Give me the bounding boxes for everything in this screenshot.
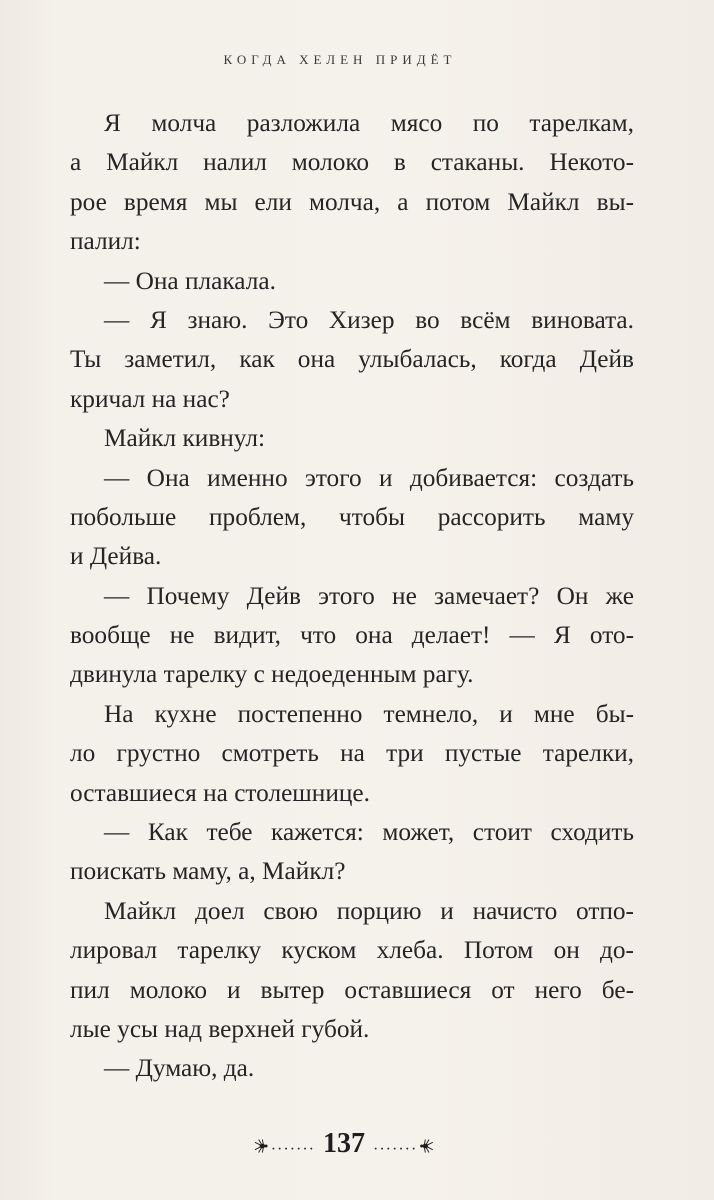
text-line: кричал на нас? [70, 384, 230, 413]
text-line: и Дейва. [70, 542, 162, 571]
page-number: 137 [323, 1128, 365, 1159]
text-line: Майкл доел свою порцию и начисто отпо- [104, 896, 634, 925]
text-line: — Думаю, да. [104, 1054, 255, 1083]
text-line: поискать маму, а, Майкл? [70, 857, 346, 886]
footer-dots-left: ······· [270, 1141, 315, 1158]
text-line: Я молча разложила мясо по тарелкам, [104, 109, 634, 137]
text-line: — Почему Дейв этого не замечает? Он же [104, 581, 634, 610]
footer-dots-right: ······· [373, 1141, 418, 1158]
text-line: — Она плакала. [104, 266, 276, 295]
running-head: КОГДА ХЕЛЕН ПРИДЁТ [223, 52, 457, 67]
text-line: лые усы над верхней губой. [70, 1014, 370, 1043]
text-line: побольше проблем, чтобы рассорить маму [70, 502, 634, 531]
text-line: ло грустно смотреть на три пустые тарелки, [70, 739, 634, 768]
text-line: рое время мы ели молча, а потом Майкл вы- [70, 187, 634, 216]
text-line: — Как тебе кажется: может, стоит сходить [104, 818, 634, 847]
page-footer [254, 1124, 434, 1164]
text-line: — Она именно этого и добивается: создать [104, 463, 634, 492]
text-line: оставшиеся на столешнице. [70, 778, 370, 807]
text-line: На кухне постепенно темнело, и мне бы- [104, 699, 634, 728]
text-line: а Майкл налил молоко в стаканы. Некото- [70, 148, 634, 177]
text-line: Ты заметил, как она улыбалась, когда Дейв [70, 345, 634, 374]
body-text [70, 104, 634, 1089]
text-line: двинула тарелку с недоеденным рагу. [70, 660, 474, 689]
text-line: Майкл кивнул: [104, 424, 265, 453]
spider-icon [254, 1138, 271, 1154]
text-line: — Я знаю. Это Хизер во всём виновата. [104, 305, 634, 334]
text-line: вообще не видит, что она делает! — Я ото- [70, 621, 634, 650]
spider-icon [417, 1138, 434, 1154]
text-line: палил: [70, 227, 141, 256]
text-line: пил молоко и вытер оставшиеся от него бе- [70, 975, 634, 1004]
text-line: лировал тарелку куском хлеба. Потом он до- [70, 936, 634, 965]
